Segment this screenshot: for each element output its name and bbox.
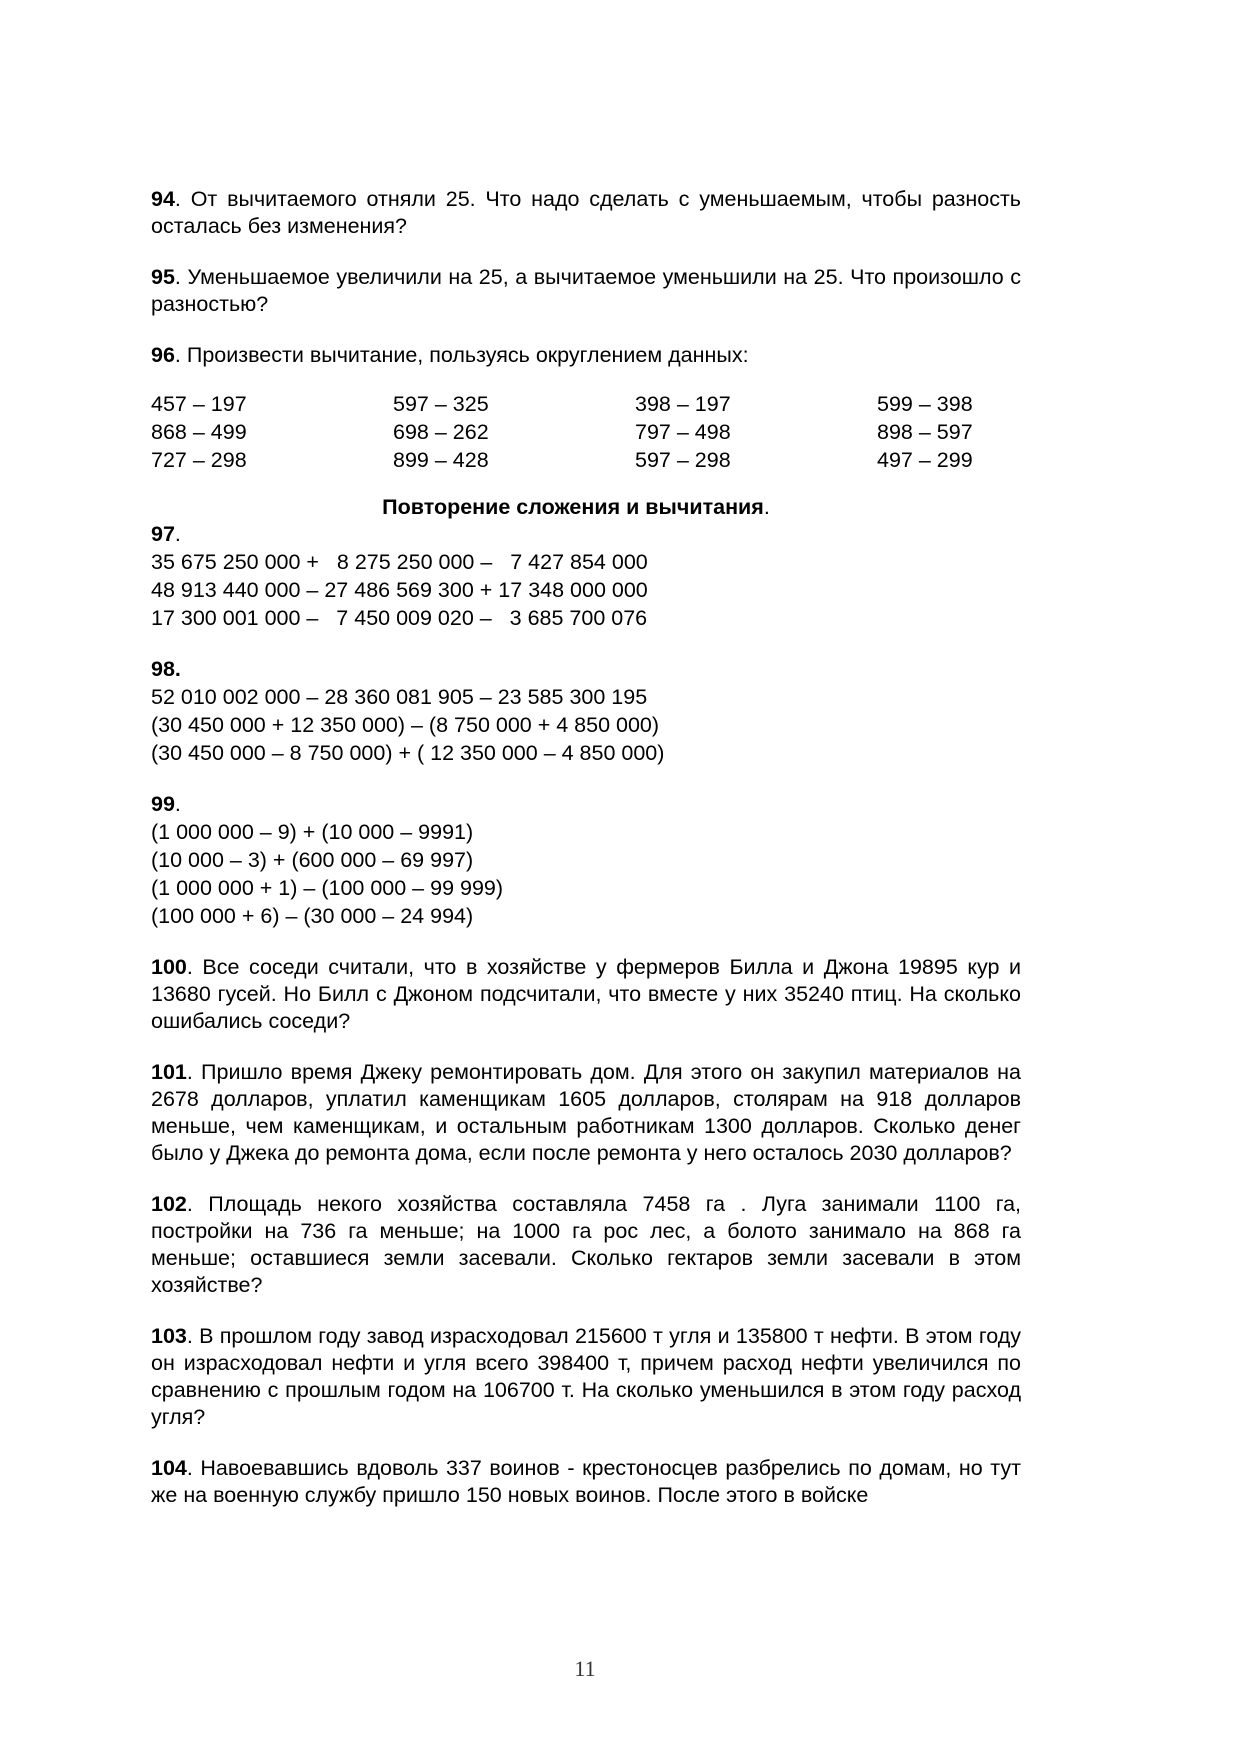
problem-number: 95 [151, 265, 175, 289]
expression-line: 52 010 002 000 – 28 360 081 905 – 23 585 300 195 [151, 685, 648, 709]
page-number: 11 [574, 1656, 596, 1681]
expression-line: (100 000 + 6) – (30 000 – 24 994) [151, 904, 474, 928]
expression-line: (10 000 – 3) + (600 000 – 69 997) [151, 848, 474, 872]
grid-cell: 698 – 262 [393, 420, 489, 444]
expression-line: (30 450 000 + 12 350 000) – (8 750 000 + 4 850 000) [151, 713, 660, 737]
grid-cell: 797 – 498 [635, 420, 731, 444]
grid-cell: 899 – 428 [393, 448, 489, 472]
problem-97 [151, 521, 1021, 632]
problem-text: . Все соседи считали, что в хозяйстве у фермеров Билла и Джона 19895 кур и 13680 гусей. Но Билл с Джоном подсчитали, что вместе у них 35240 птиц. На сколько ошибались соседи? [151, 955, 1021, 1033]
grid-cell: 868 – 499 [151, 420, 247, 444]
grid-cell: 597 – 325 [393, 392, 489, 416]
grid-cell: 599 – 398 [877, 392, 973, 416]
problem-100 [151, 954, 1021, 1035]
page-content [151, 186, 1021, 1533]
problem-label [151, 521, 1021, 548]
problem-number: 103 [151, 1324, 187, 1348]
problem-number: 99 [151, 792, 175, 816]
problem-text: . В прошлом году завод израсходовал 215600 т угля и 135800 т нефти. В этом году он израсходовал нефти и угля всего 398400 т, причем расход нефти увеличился по сравнению с прошлым годом на 106700 т. На сколько уменьшился в этом году расход угля? [151, 1324, 1021, 1429]
expression-line: 17 300 001 000 – 7 450 009 020 – 3 685 700 076 [151, 606, 648, 630]
grid-cell: 597 – 298 [635, 448, 731, 472]
expression-line: (1 000 000 – 9) + (10 000 – 9991) [151, 820, 474, 844]
expression-line: 48 913 440 000 – 27 486 569 300 + 17 348 000 000 [151, 578, 648, 602]
problem-text: . Уменьшаемое увеличили на 25, а вычитаемое уменьшили на 25. Что произошло с разностью? [151, 265, 1021, 316]
problem-number: 94 [151, 187, 175, 211]
expression-line: (30 450 000 – 8 750 000) + ( 12 350 000 – 4 850 000) [151, 741, 665, 765]
problem-text: . Произвести вычитание, пользуясь округлением данных: [174, 343, 749, 367]
problem-98 [151, 656, 1021, 767]
grid-cell: 398 – 197 [635, 392, 731, 416]
problem-number: 102 [151, 1192, 187, 1216]
problem-label [151, 791, 1021, 818]
expression-line: 35 675 250 000 + 8 275 250 000 – 7 427 854 000 [151, 550, 648, 574]
problem-number: 96 [151, 343, 175, 367]
problem-number: 101 [151, 1060, 187, 1084]
problem-103 [151, 1323, 1021, 1431]
problem-text: . Площадь некого хозяйства составляла 7458 га . Луга занимали 1100 га, постройки на 736 га меньше; на 1000 га рос лес, а болото занимало на 868 га меньше; оставшиеся земли засевали. Сколько гектаров земли засевали в этом хозяйстве? [151, 1192, 1021, 1297]
problem-96 [151, 342, 1021, 369]
section-title-text: Повторение сложения и вычитания [382, 495, 764, 519]
problem-94 [151, 186, 1021, 240]
problem-101 [151, 1059, 1021, 1167]
expression-line: (1 000 000 + 1) – (100 000 – 99 999) [151, 876, 504, 900]
problem-number: 100 [151, 955, 187, 979]
problem-text: . От вычитаемого отняли 25. Что надо сделать с уменьшаемым, чтобы разность осталась без изменения? [151, 187, 1021, 238]
grid-cell: 898 – 597 [877, 420, 973, 444]
problem-number: 104 [151, 1456, 187, 1480]
problem-102 [151, 1191, 1021, 1299]
problem-number: 98. [151, 657, 181, 681]
problem-104 [151, 1455, 1021, 1509]
grid-cell: 457 – 197 [151, 392, 247, 416]
problem-text: . Навоевавшись вдоволь 337 воинов - крестоносцев разбрелись по домам, но тут же на военную службу пришло 150 новых воинов. После этого в войске [151, 1456, 1021, 1507]
problem-text: . Пришло время Джеку ремонтировать дом. Для этого он закупил материалов на 2678 долларов, уплатил каменщикам 1605 долларов, столярам на 918 долларов меньше, чем каменщикам, и остальным работникам 1300 долларов. Сколько денег было у Джека до ремонта дома, если после ремонта у него осталось 2030 долларов? [151, 1060, 1021, 1165]
grid-cell: 727 – 298 [151, 448, 247, 472]
problem-95 [151, 264, 1021, 318]
label-period: . [174, 522, 181, 546]
label-period: . [174, 792, 181, 816]
grid-cell: 497 – 299 [877, 448, 973, 472]
problem-99 [151, 791, 1021, 930]
section-title-period: . [763, 495, 770, 519]
problem-number: 97 [151, 522, 175, 546]
subtraction-grid [151, 391, 1021, 474]
section-title [151, 494, 1021, 521]
